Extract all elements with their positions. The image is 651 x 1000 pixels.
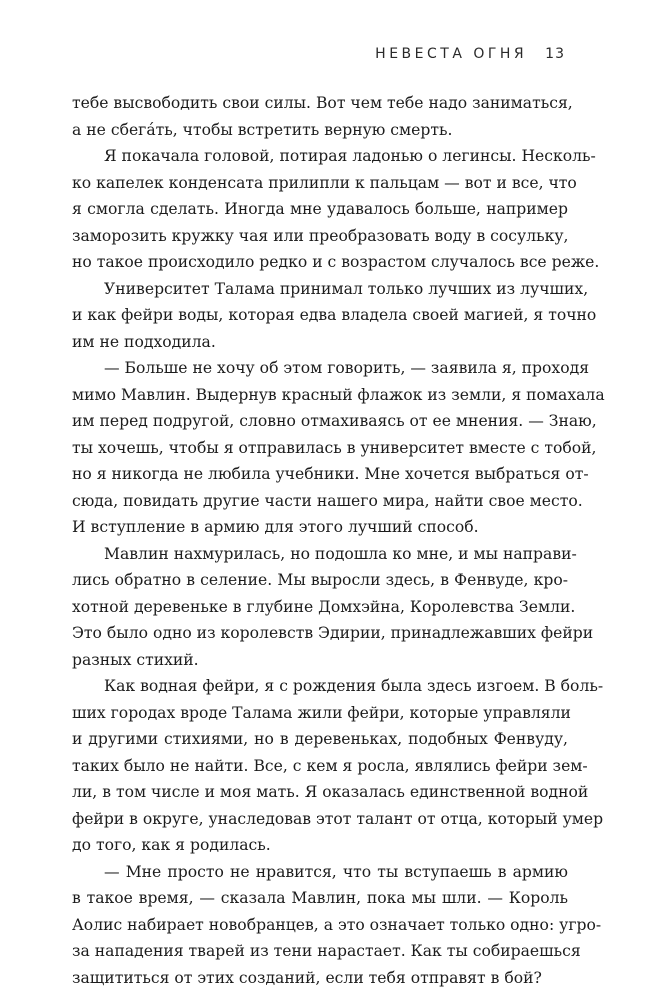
paragraph-line: ко капелек конденсата прилипли к пальцам — вот и все, что (72, 173, 577, 192)
paragraph-line: мимо Мавлин. Выдернув красный флажок из земли, я помахала (72, 385, 605, 404)
paragraph-line: Университет Талама принимал только лучших из лучших, (104, 279, 589, 298)
paragraph-line: Как водная фейри, я с рождения была здесь изгоем. В боль- (104, 677, 604, 695)
page-number: 13 (545, 46, 565, 62)
paragraph-line: сюда, повидать другие части нашего мира, найти свое место. (72, 491, 583, 510)
paragraph-line: но я никогда не любила учебники. Мне хочется выбраться от- (72, 465, 589, 483)
paragraph-line: Мавлин нахмурилась, но подошла ко мне, и мы направи- (104, 544, 577, 563)
paragraph-line: за нападения тварей из тени нарастает. Как ты собираешься (72, 942, 581, 960)
paragraph-line: и другими стихиями, но в деревеньках, подобных Фенвуду, (72, 730, 568, 748)
paragraph-line: ты хочешь, чтобы я отправилась в университет вместе с тобой, (72, 438, 597, 457)
paragraph-line: защититься от этих созданий, если тебя отправят в бой? (72, 968, 542, 987)
paragraph-line: я смогла сделать. Иногда мне удавалось больше, например (72, 200, 568, 218)
paragraph-line: им перед подругой, словно отмахиваясь от ее мнения. — Знаю, (72, 412, 597, 430)
paragraph-line: Это было одно из королевств Эдирии, принадлежавших фейри (72, 624, 594, 642)
paragraph-line: ли, в том числе и моя мать. Я оказалась единственной водной (72, 783, 589, 801)
paragraph-line: хотной деревеньке в глубине Домхэйна, Королевства Земли. (72, 597, 576, 616)
paragraph-line: в такое время, — сказала Мавлин, пока мы шли. — Король (72, 889, 568, 907)
paragraph-line: лись обратно в селение. Мы выросли здесь, в Фенвуде, кро- (72, 571, 568, 589)
running-head (375, 46, 565, 62)
paragraph-line: разных стихий. (72, 650, 199, 669)
paragraph-line: но такое происходило редко и с возрастом случалось все реже. (72, 253, 600, 271)
paragraph-line: Я покачала головой, потирая ладонью о легинсы. Несколь- (104, 147, 596, 165)
paragraph-line: — Больше не хочу об этом говорить, — заявила я, проходя (104, 359, 590, 377)
paragraph-line: И вступление в армию для этого лучший способ. (72, 518, 479, 536)
paragraph-line: тебе высвободить свои силы. Вот чем тебе надо заниматься, (72, 94, 573, 112)
paragraph-line: им не подходила. (72, 332, 216, 351)
paragraph-line: — Мне просто не нравится, что ты вступаешь в армию (104, 862, 568, 881)
paragraph-line: таких было не найти. Все, с кем я росла, являлись фейри зем- (72, 756, 588, 775)
paragraph-line: заморозить кружку чая или преобразовать воду в сосульку, (72, 226, 569, 245)
paragraph-line: до того, как я родилась. (72, 836, 271, 854)
paragraph-line: и как фейри воды, которая едва владела своей магией, я точно (72, 306, 597, 324)
paragraph-line: Аолис набирает новобранцев, а это означает только одно: угро- (72, 915, 602, 934)
paragraph-line: ших городах вроде Талама жили фейри, которые управляли (72, 703, 571, 722)
paragraph-line: фейри в округе, унаследовав этот талант от отца, который умер (72, 809, 604, 828)
body-text (72, 90, 605, 991)
paragraph-line: а не сбега́ть, чтобы встретить верную смерть. (72, 120, 453, 139)
book-title: НЕВЕСТА ОГНЯ (375, 46, 528, 62)
